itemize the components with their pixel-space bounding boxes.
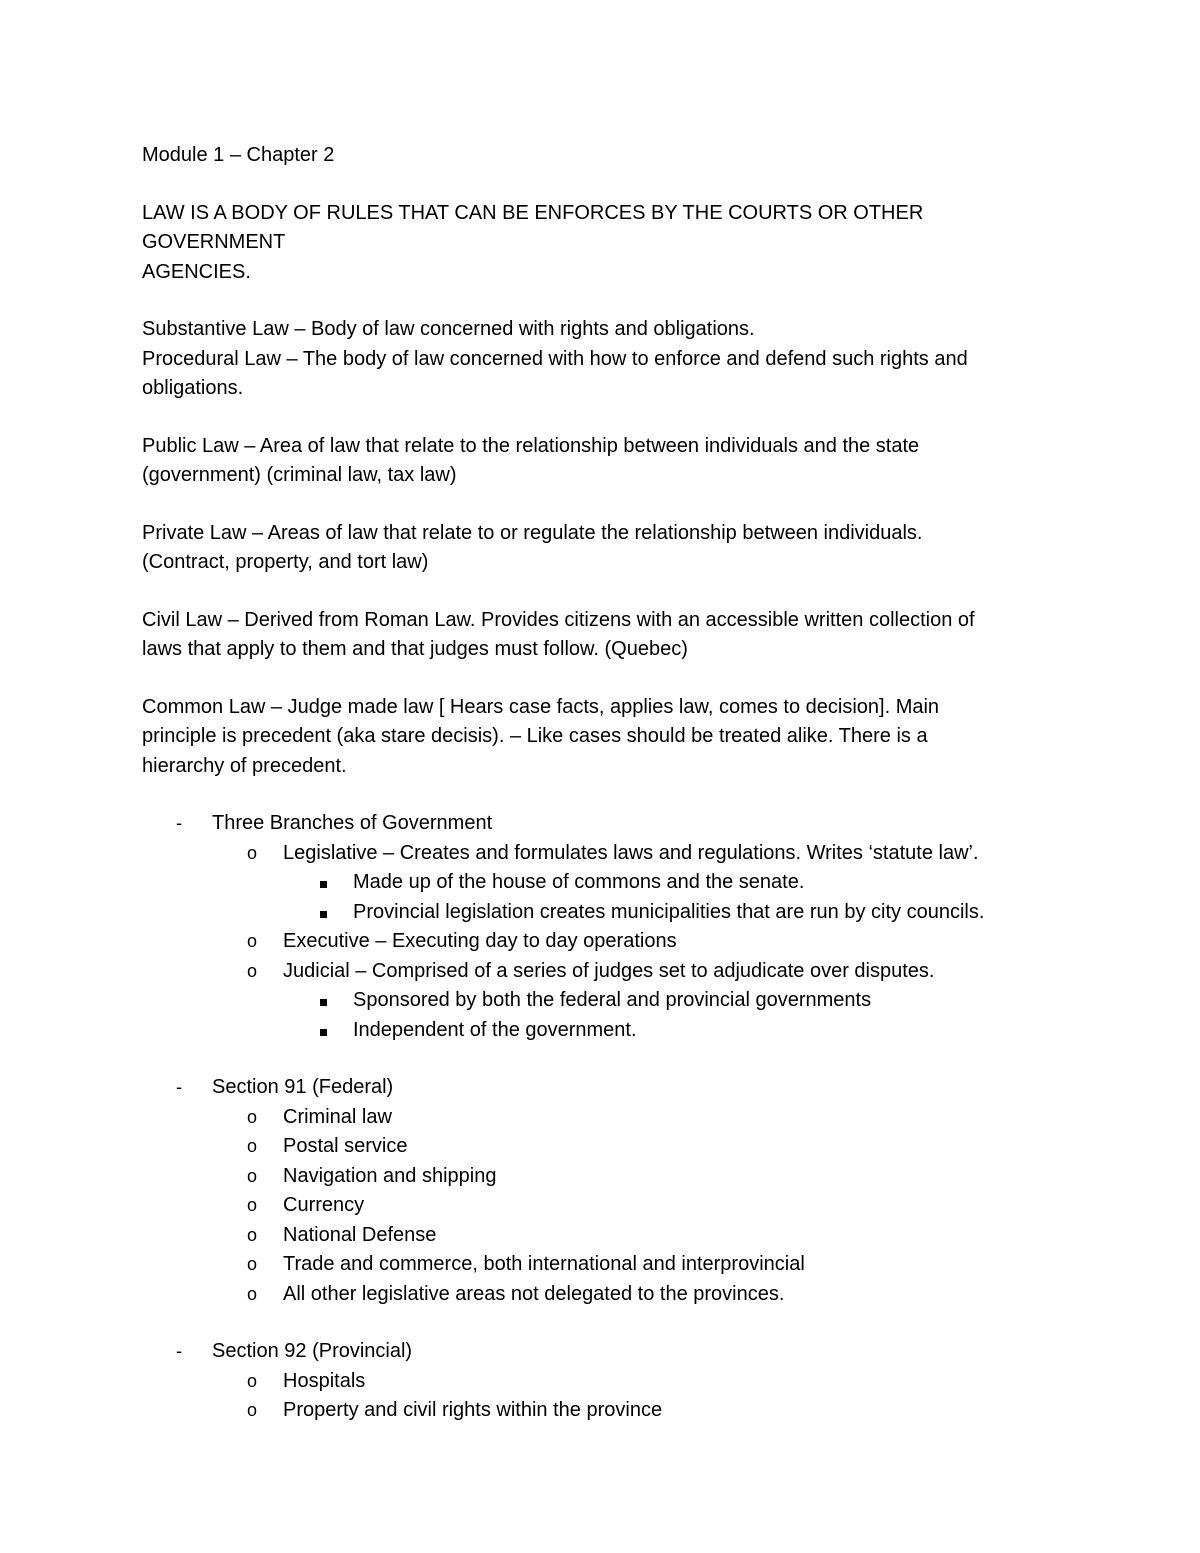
list-item (142, 1396, 1042, 1426)
private-law (142, 519, 1042, 578)
section-92-list (142, 1337, 1042, 1426)
section-92-item: Property and civil rights within the province (283, 1399, 663, 1421)
list-item (142, 1132, 1042, 1162)
legislative-detail: Provincial legislation creates municipalities that are run by city councils. (353, 900, 985, 923)
circle-bullet: o (247, 1195, 258, 1215)
circle-bullet: o (247, 842, 258, 863)
law-definition-line: LAW IS A BODY OF RULES THAT CAN BE ENFORCES BY THE COURTS OR OTHER GOVERNMENT (142, 201, 924, 253)
civil-law-line: Civil Law – Derived from Roman Law. Provides citizens with an accessible written collection of (142, 608, 975, 631)
circle-bullet: o (247, 1136, 258, 1156)
list-item (142, 927, 1042, 957)
document-page (142, 141, 1042, 1454)
section-92-item: Hospitals (283, 1369, 366, 1392)
private-law-line: (Contract, property, and tort law) (142, 551, 429, 573)
section-91-item: National Defense (283, 1223, 437, 1246)
square-bullet-icon (318, 1016, 338, 1046)
section-91-list (142, 1073, 1042, 1309)
section-91-item: All other legislative areas not delegated to the provinces. (283, 1282, 785, 1305)
section-92-heading: Section 92 (Provincial) (212, 1340, 413, 1362)
section-91-heading: Section 91 (Federal) (212, 1076, 394, 1098)
list-item (142, 1280, 1042, 1310)
substantive-procedural-law (142, 315, 1042, 404)
civil-law (142, 606, 1042, 665)
executive-branch: Executive – Executing day to day operations (283, 930, 677, 952)
public-law-line: Public Law – Area of law that relate to the relationship between individuals and the state (142, 434, 920, 457)
procedural-law-line: Procedural Law – The body of law concerned with how to enforce and defend such rights and (142, 347, 968, 370)
dash-bullet: - (176, 813, 182, 833)
list-item (142, 1162, 1042, 1192)
common-law-line: principle is precedent (aka stare decisis). – Like cases should be treated alike. There is a (142, 725, 928, 747)
dash-bullet: - (176, 1077, 182, 1097)
section-91-item: Currency (283, 1194, 365, 1216)
circle-bullet: o (247, 960, 258, 981)
private-law-line: Private Law – Areas of law that relate to or regulate the relationship between individuals. (142, 521, 923, 544)
circle-bullet: o (247, 1165, 258, 1186)
judicial-branch: Judicial – Comprised of a series of judges set to adjudicate over disputes. (283, 959, 935, 982)
list-item (142, 809, 1042, 839)
branches-list (142, 809, 1042, 1045)
section-91-item: Trade and commerce, both international and interprovincial (283, 1253, 805, 1275)
circle-bullet: o (247, 1370, 258, 1391)
common-law (142, 693, 1042, 782)
public-law (142, 432, 1042, 491)
list-item (142, 1250, 1042, 1280)
circle-bullet: o (247, 1283, 258, 1304)
list-item (142, 1191, 1042, 1221)
common-law-line: Common Law – Judge made law [ Hears case facts, applies law, comes to decision]. Main (142, 695, 940, 718)
list-item (142, 1367, 1042, 1397)
legislative-detail: Made up of the house of commons and the senate. (353, 871, 805, 893)
judicial-detail: Independent of the government. (353, 1018, 637, 1041)
document-title: Module 1 – Chapter 2 (142, 144, 335, 166)
circle-bullet: o (247, 1106, 258, 1127)
square-bullet-icon (318, 986, 338, 1016)
dash-bullet: - (176, 1341, 182, 1361)
common-law-line: hierarchy of precedent. (142, 754, 347, 777)
square-bullet-icon (318, 868, 338, 898)
substantive-law-line: Substantive Law – Body of law concerned with rights and obligations. (142, 318, 755, 340)
section-91-item: Postal service (283, 1135, 408, 1157)
list-item (142, 1073, 1042, 1103)
circle-bullet: o (247, 1224, 258, 1245)
public-law-line: (government) (criminal law, tax law) (142, 464, 457, 486)
law-definition-line: AGENCIES. (142, 260, 251, 283)
procedural-law-line: obligations. (142, 377, 244, 399)
section-91-item: Navigation and shipping (283, 1164, 497, 1187)
legislative-branch: Legislative – Creates and formulates laws and regulations. Writes ‘statute law’. (283, 841, 979, 864)
list-item (142, 1337, 1042, 1367)
law-definition (142, 199, 1042, 288)
list-item (142, 1221, 1042, 1251)
circle-bullet: o (247, 1400, 258, 1420)
list-item (142, 868, 1042, 898)
list-item (142, 1103, 1042, 1133)
square-bullet-icon (318, 898, 338, 928)
list-item (142, 957, 1042, 987)
circle-bullet: o (247, 931, 258, 951)
branches-heading: Three Branches of Government (212, 812, 493, 834)
circle-bullet: o (247, 1254, 258, 1274)
section-91-item: Criminal law (283, 1105, 392, 1128)
judicial-detail: Sponsored by both the federal and provincial governments (353, 989, 872, 1011)
list-item (142, 898, 1042, 928)
list-item (142, 1016, 1042, 1046)
list-item (142, 839, 1042, 869)
list-item (142, 986, 1042, 1016)
civil-law-line: laws that apply to them and that judges must follow. (Quebec) (142, 638, 688, 660)
